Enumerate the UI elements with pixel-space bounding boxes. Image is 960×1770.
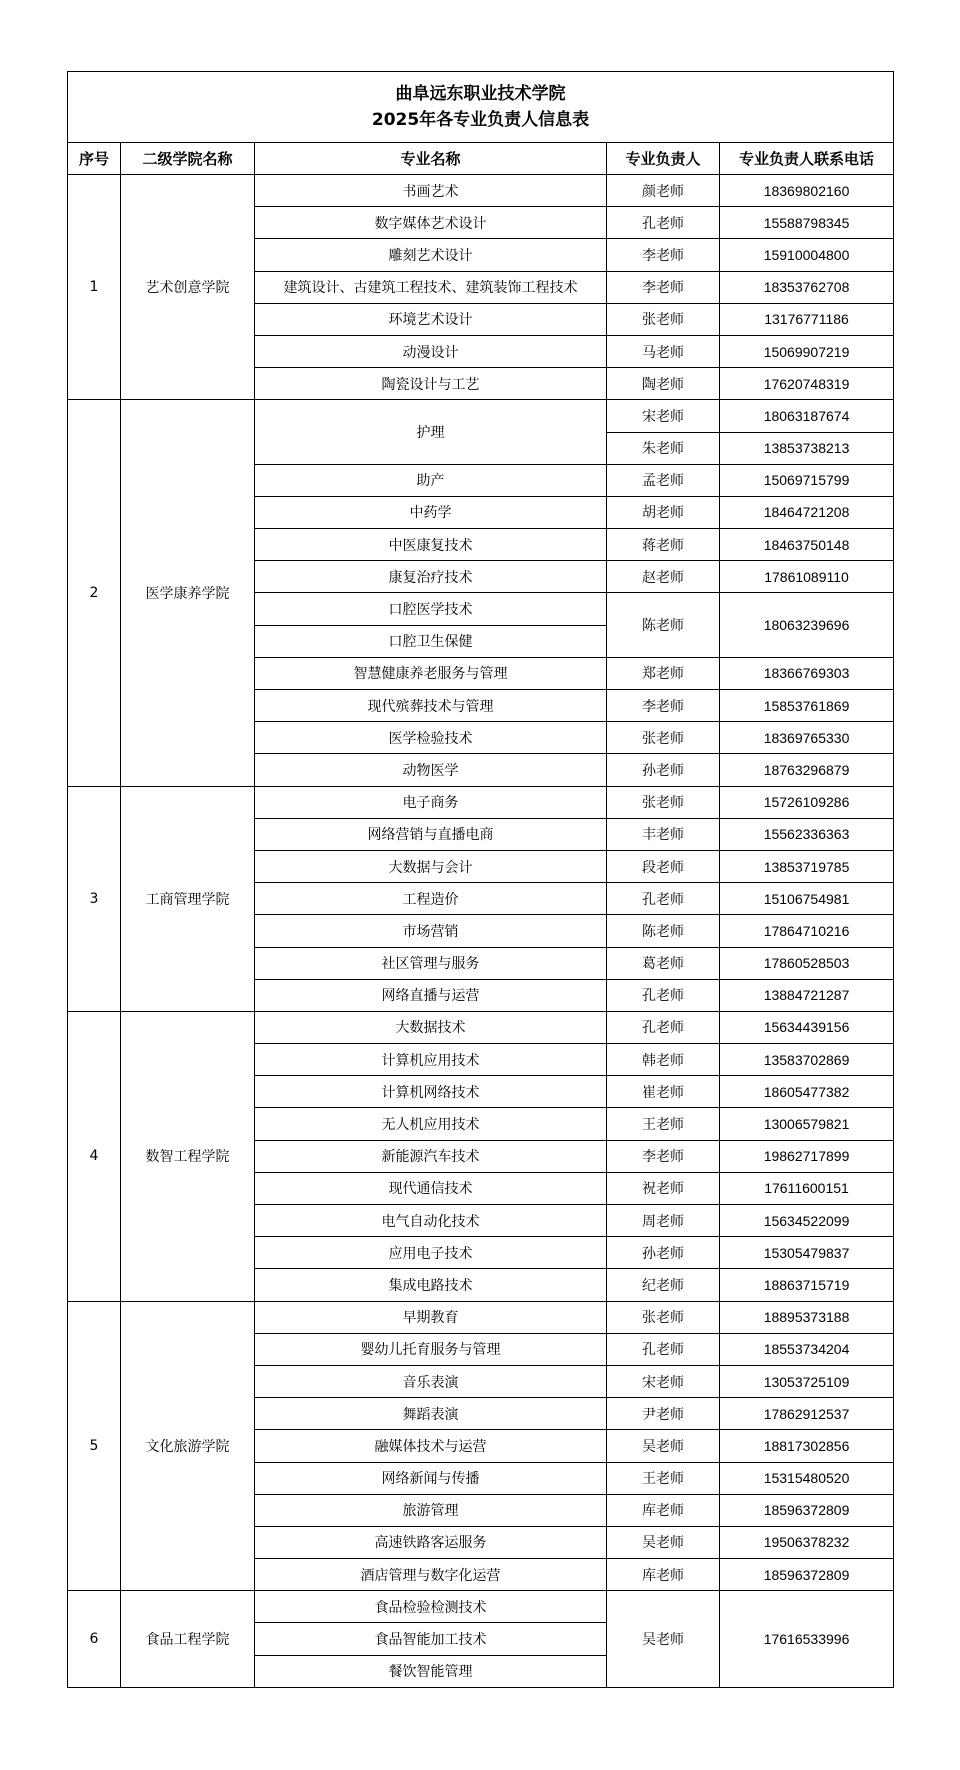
cell-leader: 李老师 [607,1140,720,1172]
table-row [68,1301,894,1333]
cell-major: 雕刻艺术设计 [255,239,607,271]
cell-phone: 17620748319 [720,368,894,400]
cell-major: 口腔卫生保健 [255,625,607,657]
cell-major: 融媒体技术与运营 [255,1430,607,1462]
table-title [68,72,894,143]
cell-college: 工商管理学院 [121,786,255,1011]
cell-major: 电气自动化技术 [255,1205,607,1237]
cell-leader: 宋老师 [607,400,720,432]
cell-major: 网络营销与直播电商 [255,818,607,850]
cell-major: 陶瓷设计与工艺 [255,368,607,400]
cell-major: 计算机网络技术 [255,1076,607,1108]
cell-leader: 吴老师 [607,1430,720,1462]
cell-leader: 孔老师 [607,979,720,1011]
cell-major: 护理 [255,400,607,464]
cell-leader: 李老师 [607,271,720,303]
cell-phone: 19862717899 [720,1140,894,1172]
cell-phone: 18063187674 [720,400,894,432]
cell-phone: 18353762708 [720,271,894,303]
cell-index: 6 [68,1591,121,1688]
title-row [68,72,894,143]
cell-college: 艺术创意学院 [121,175,255,400]
cell-leader: 周老师 [607,1205,720,1237]
cell-major: 现代殡葬技术与管理 [255,690,607,722]
cell-leader: 蒋老师 [607,529,720,561]
cell-major: 环境艺术设计 [255,303,607,335]
cell-phone: 15634439156 [720,1011,894,1043]
table-row [68,786,894,818]
cell-leader: 孙老师 [607,754,720,786]
cell-leader: 李老师 [607,690,720,722]
cell-major: 集成电路技术 [255,1269,607,1301]
cell-phone: 15305479837 [720,1237,894,1269]
cell-leader: 韩老师 [607,1044,720,1076]
cell-major: 新能源汽车技术 [255,1140,607,1172]
cell-major: 口腔医学技术 [255,593,607,625]
cell-major: 工程造价 [255,883,607,915]
cell-major: 中医康复技术 [255,529,607,561]
cell-index: 5 [68,1301,121,1591]
cell-index: 1 [68,175,121,400]
cell-phone: 18596372809 [720,1494,894,1526]
cell-major: 医学检验技术 [255,722,607,754]
cell-leader: 孔老师 [607,1011,720,1043]
cell-major: 康复治疗技术 [255,561,607,593]
cell-leader: 张老师 [607,1301,720,1333]
cell-phone: 13006579821 [720,1108,894,1140]
cell-major: 食品智能加工技术 [255,1623,607,1655]
cell-leader: 郑老师 [607,657,720,689]
cell-leader: 陈老师 [607,915,720,947]
cell-phone: 17860528503 [720,947,894,979]
cell-major: 计算机应用技术 [255,1044,607,1076]
cell-leader: 颜老师 [607,175,720,207]
cell-phone: 18063239696 [720,593,894,657]
cell-phone: 18605477382 [720,1076,894,1108]
cell-leader: 孔老师 [607,1333,720,1365]
cell-major: 婴幼儿托育服务与管理 [255,1333,607,1365]
cell-major: 智慧健康养老服务与管理 [255,657,607,689]
cell-leader: 孔老师 [607,883,720,915]
cell-leader: 李老师 [607,239,720,271]
title-line-1: 曲阜远东职业技术学院 [395,84,566,104]
cell-phone: 15726109286 [720,786,894,818]
cell-major: 中药学 [255,496,607,528]
cell-leader: 葛老师 [607,947,720,979]
header-major: 专业名称 [255,143,607,175]
cell-major: 大数据与会计 [255,850,607,882]
cell-phone: 15069715799 [720,464,894,496]
cell-phone: 15910004800 [720,239,894,271]
cell-leader: 祝老师 [607,1172,720,1204]
cell-phone: 18763296879 [720,754,894,786]
table-row [68,1591,894,1623]
info-sheet [67,71,893,1688]
cell-leader: 赵老师 [607,561,720,593]
cell-phone: 13176771186 [720,303,894,335]
header-college: 二级学院名称 [121,143,255,175]
cell-major: 网络直播与运营 [255,979,607,1011]
cell-phone: 15853761869 [720,690,894,722]
cell-phone: 13853719785 [720,850,894,882]
cell-major: 动漫设计 [255,335,607,367]
cell-phone: 18817302856 [720,1430,894,1462]
cell-major: 社区管理与服务 [255,947,607,979]
leader-info-table [67,71,894,1688]
cell-college: 数智工程学院 [121,1011,255,1301]
cell-major: 酒店管理与数字化运营 [255,1559,607,1591]
cell-leader: 马老师 [607,335,720,367]
cell-major: 舞蹈表演 [255,1398,607,1430]
cell-leader: 崔老师 [607,1076,720,1108]
cell-major: 无人机应用技术 [255,1108,607,1140]
cell-phone: 17864710216 [720,915,894,947]
cell-phone: 15588798345 [720,207,894,239]
cell-major: 高速铁路客运服务 [255,1526,607,1558]
cell-phone: 17862912537 [720,1398,894,1430]
header-phone: 专业负责人联系电话 [720,143,894,175]
cell-leader: 张老师 [607,303,720,335]
cell-leader: 张老师 [607,722,720,754]
cell-leader: 陈老师 [607,593,720,657]
cell-phone: 18895373188 [720,1301,894,1333]
cell-major: 餐饮智能管理 [255,1655,607,1687]
cell-phone: 17861089110 [720,561,894,593]
cell-leader: 吴老师 [607,1526,720,1558]
cell-major: 书画艺术 [255,175,607,207]
cell-leader: 丰老师 [607,818,720,850]
cell-leader: 纪老师 [607,1269,720,1301]
cell-phone: 15634522099 [720,1205,894,1237]
cell-college: 食品工程学院 [121,1591,255,1688]
cell-major: 旅游管理 [255,1494,607,1526]
cell-index: 4 [68,1011,121,1301]
cell-leader: 库老师 [607,1494,720,1526]
cell-major: 建筑设计、古建筑工程技术、建筑装饰工程技术 [255,271,607,303]
cell-phone: 18863715719 [720,1269,894,1301]
cell-leader: 孟老师 [607,464,720,496]
cell-major: 动物医学 [255,754,607,786]
cell-major: 电子商务 [255,786,607,818]
header-leader: 专业负责人 [607,143,720,175]
cell-index: 2 [68,400,121,786]
cell-college: 文化旅游学院 [121,1301,255,1591]
cell-phone: 15069907219 [720,335,894,367]
cell-leader: 孙老师 [607,1237,720,1269]
cell-leader: 吴老师 [607,1591,720,1688]
cell-leader: 胡老师 [607,496,720,528]
cell-phone: 17616533996 [720,1591,894,1688]
cell-major: 现代通信技术 [255,1172,607,1204]
cell-major: 市场营销 [255,915,607,947]
cell-leader: 段老师 [607,850,720,882]
cell-major: 数字媒体艺术设计 [255,207,607,239]
cell-major: 助产 [255,464,607,496]
cell-college: 医学康养学院 [121,400,255,786]
cell-leader: 尹老师 [607,1398,720,1430]
cell-phone: 19506378232 [720,1526,894,1558]
cell-phone: 15315480520 [720,1462,894,1494]
table-row [68,1011,894,1043]
cell-leader: 陶老师 [607,368,720,400]
cell-leader: 孔老师 [607,207,720,239]
cell-phone: 17611600151 [720,1172,894,1204]
cell-phone: 18463750148 [720,529,894,561]
cell-phone: 18369802160 [720,175,894,207]
cell-major: 大数据技术 [255,1011,607,1043]
cell-phone: 15106754981 [720,883,894,915]
cell-phone: 15562336363 [720,818,894,850]
cell-major: 应用电子技术 [255,1237,607,1269]
cell-major: 网络新闻与传播 [255,1462,607,1494]
cell-major: 食品检验检测技术 [255,1591,607,1623]
cell-phone: 13884721287 [720,979,894,1011]
cell-phone: 13583702869 [720,1044,894,1076]
cell-phone: 18596372809 [720,1559,894,1591]
cell-leader: 库老师 [607,1559,720,1591]
table-row [68,400,894,432]
cell-leader: 朱老师 [607,432,720,464]
cell-leader: 宋老师 [607,1365,720,1397]
cell-phone: 18553734204 [720,1333,894,1365]
cell-leader: 王老师 [607,1108,720,1140]
cell-phone: 18464721208 [720,496,894,528]
cell-phone: 18366769303 [720,657,894,689]
cell-major: 早期教育 [255,1301,607,1333]
cell-index: 3 [68,786,121,1011]
cell-phone: 13853738213 [720,432,894,464]
cell-leader: 张老师 [607,786,720,818]
cell-phone: 13053725109 [720,1365,894,1397]
cell-phone: 18369765330 [720,722,894,754]
title-line-2: 2025年各专业负责人信息表 [371,110,590,130]
header-index: 序号 [68,143,121,175]
header-row [68,143,894,175]
cell-leader: 王老师 [607,1462,720,1494]
cell-major: 音乐表演 [255,1365,607,1397]
table-row [68,175,894,207]
